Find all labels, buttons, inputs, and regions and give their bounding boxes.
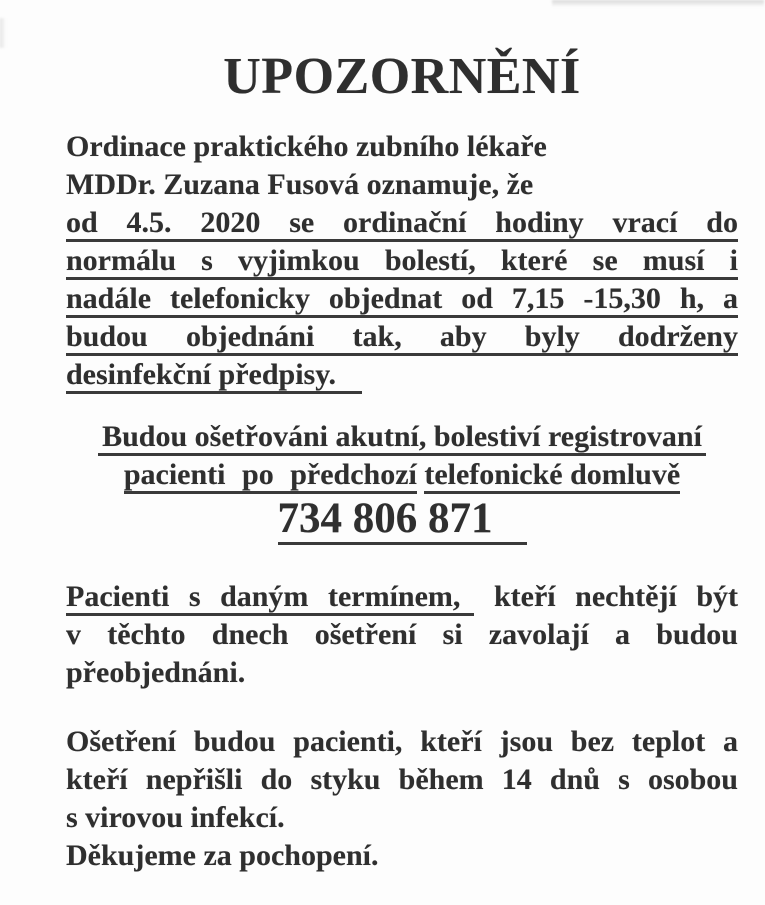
closing-line-2: kteří nepřišli do styku během 14 dnů s osobou [66, 763, 738, 796]
closing-line-1: Ošetření budou pacienti, kteří jsou bez teplot a [66, 725, 738, 758]
acute-care-section [66, 418, 738, 542]
intro-line-2: MDDr. Zuzana Fusová oznamuje, že [66, 168, 534, 201]
reschedule-line-2: v těchto dnech ošetření si zavolají a budou [66, 618, 738, 651]
reschedule-line-1: Pacienti s daným termínem, kteří nechtějí být [66, 578, 738, 616]
reschedule-line-3: přeobjednáni. [66, 656, 246, 689]
acute-line-2: pacienti po předchozí telefonické domluvě [66, 456, 738, 494]
scan-artifact-top [552, 0, 764, 7]
schedule-paragraph [66, 204, 738, 394]
schedule-line-5: desinfekční předpisy. [66, 356, 738, 394]
reschedule-paragraph [66, 578, 738, 692]
schedule-line-4: budou objednáni tak, aby byly dodrženy [66, 318, 738, 356]
closing-line-3: s virovou infekcí. [66, 801, 285, 834]
notice-title: UPOZORNĚNÍ [223, 48, 581, 105]
intro-line-1: Ordinace praktického zubního lékaře [66, 130, 547, 163]
reschedule-line-1-rest: kteří nechtějí být [493, 580, 738, 613]
schedule-line-2: normálu s vyjimkou bolestí, které se musí i [66, 242, 738, 280]
acute-line-1: Budou ošetřováni akutní, bolestiví registrovaní [66, 418, 738, 456]
closing-paragraph [66, 723, 738, 875]
schedule-line-1: od 4.5. 2020 se ordinační hodiny vrací do [66, 204, 738, 242]
schedule-line-3: nadále telefonicky objednat od 7,15 -15,30 h, a [66, 280, 738, 318]
phone-number: 734 806 871 [66, 496, 738, 542]
scan-artifact-left [0, 18, 6, 48]
closing-line-4: Děkujeme za pochopení. [66, 839, 379, 872]
intro-paragraph [66, 128, 738, 204]
